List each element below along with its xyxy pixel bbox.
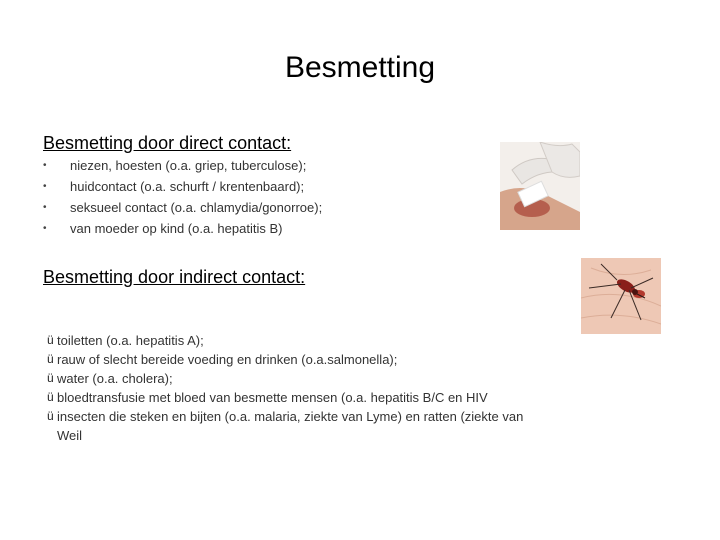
list-item-text: water (o.a. cholera); <box>57 371 173 386</box>
slide-title: Besmetting <box>284 51 436 84</box>
bullet: • <box>43 160 47 171</box>
indirect-contact-heading: Besmetting door indirect contact: <box>43 267 306 287</box>
list-item <box>47 350 547 369</box>
check-icon: ü <box>47 352 54 366</box>
check-icon: ü <box>47 390 54 404</box>
gloved-hands-wound-photo-icon <box>500 142 580 230</box>
list-item-text: insecten die steken en bijten (o.a. malaria, ziekte van Lyme) en ratten (ziekte van Weil <box>57 409 524 443</box>
list-item <box>47 331 547 350</box>
list-item-text: toiletten (o.a. hepatitis A); <box>57 333 204 348</box>
mosquito-photo-graphic <box>581 258 661 334</box>
indirect-contact-list <box>47 331 547 445</box>
list-item-text: seksueel contact (o.a. chlamydia/gonorroe); <box>70 200 323 215</box>
list-item <box>47 369 547 388</box>
mosquito-on-skin-photo-icon <box>581 258 661 334</box>
direct-contact-heading: Besmetting door direct contact: <box>43 133 292 153</box>
bullet: • <box>43 202 47 213</box>
wound-photo-graphic <box>500 142 580 230</box>
list-item-text: niezen, hoesten (o.a. griep, tuberculose); <box>70 158 307 173</box>
list-item-text: bloedtransfusie met bloed van besmette mensen (o.a. hepatitis B/C en HIV <box>57 390 488 405</box>
check-icon: ü <box>47 409 54 423</box>
check-icon: ü <box>47 333 54 347</box>
list-item <box>47 407 547 445</box>
list-item-text: van moeder op kind (o.a. hepatitis B) <box>70 221 283 236</box>
list-item-text: huidcontact (o.a. schurft / krentenbaard); <box>70 179 305 194</box>
bullet: • <box>43 181 47 192</box>
list-item <box>47 388 547 407</box>
check-icon: ü <box>47 371 54 385</box>
list-item-text: rauw of slecht bereide voeding en drinken (o.a.salmonella); <box>57 352 398 367</box>
bullet: • <box>43 223 47 234</box>
